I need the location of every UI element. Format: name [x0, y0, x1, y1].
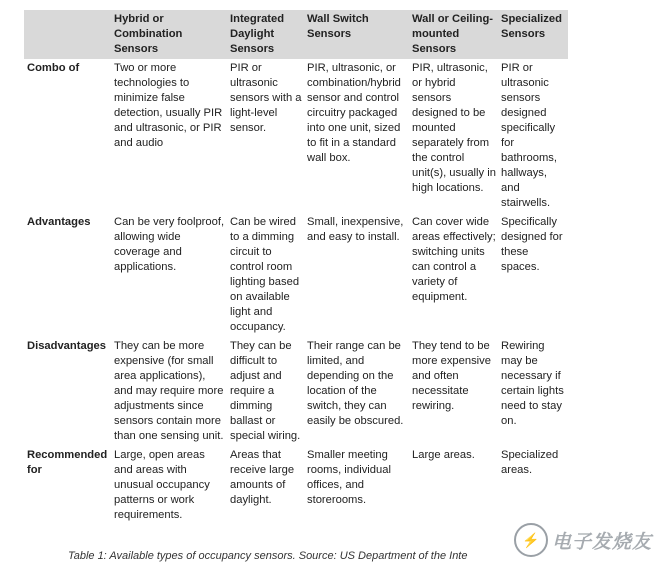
header-specialized: Specialized Sensors [498, 10, 568, 59]
table-cell: Smaller meeting rooms, individual offices, and storerooms. [307, 449, 391, 506]
table-cell: Areas that receive large amounts of daylight. [230, 449, 295, 506]
table-cell: PIR, ultrasonic, or hybrid sensors designed to be mounted separately from the control unit(s), usually in high locations. [412, 62, 496, 194]
table-cell: Rewiring may be necessary if certain lights need to stay on. [501, 340, 564, 427]
row-label: Disadvantages [27, 340, 106, 352]
header-wall-switch: Wall Switch Sensors [304, 10, 409, 59]
table-cell: They can be more expensive (for small area applications), and may require more adjustments since sensors contain more than one sensing unit. [114, 340, 224, 442]
table-cell: Two or more technologies to minimize false detection, usually PIR and ultrasonic, or PIR and audio [114, 62, 223, 149]
table-cell: Specifically designed for these spaces. [501, 216, 563, 273]
table-cell: PIR, ultrasonic, or combination/hybrid sensor and control circuitry packaged into one unit, sized to fit in a standard wall box. [307, 62, 401, 164]
table-row [24, 337, 568, 446]
table-header-row [24, 10, 568, 59]
table-cell: Their range can be limited, and depending on the location of the switch, they can easily be obscured. [307, 340, 404, 427]
row-label: Recommended for [27, 449, 108, 476]
watermark-text: 电子发烧友 [552, 531, 653, 553]
table-cell: They tend to be more expensive and often necessitate rewiring. [412, 340, 491, 412]
electronics-logo-icon: ⚡ [514, 523, 548, 557]
table-row [24, 59, 568, 213]
header-wall-ceiling: Wall or Ceiling-mounted Sensors [409, 10, 498, 59]
table-cell: Specialized areas. [501, 449, 559, 476]
header-daylight: Integrated Daylight Sensors [227, 10, 304, 59]
row-label: Combo of [27, 62, 80, 74]
table-row [24, 213, 568, 337]
table-cell: Can cover wide areas effectively; switching units can control a variety of equipment. [412, 216, 496, 303]
table-cell: Large, open areas and areas with unusual occupancy patterns or work requirements. [114, 449, 210, 521]
watermark [514, 520, 654, 560]
row-label: Advantages [27, 216, 91, 228]
table-cell: They can be difficult to adjust and require a dimming ballast or special wiring. [230, 340, 301, 442]
table-row [24, 446, 568, 525]
table-cell: Can be wired to a dimming circuit to control room lighting based on available light and occupancy. [230, 216, 300, 333]
table-caption: Table 1: Available types of occupancy sensors. Source: US Department of the Inte [68, 550, 468, 562]
occupancy-sensors-table [24, 10, 568, 525]
header-hybrid: Hybrid or Combination Sensors [111, 10, 227, 59]
table-cell: Small, inexpensive, and easy to install. [307, 216, 404, 243]
table-cell: PIR or ultrasonic sensors with a light-level sensor. [230, 62, 302, 134]
table-cell: Can be very foolproof, allowing wide coverage and applications. [114, 216, 225, 273]
header-corner [24, 10, 111, 59]
table-cell: Large areas. [412, 449, 475, 461]
table-cell: PIR or ultrasonic sensors designed specifically for bathrooms, hallways, and stairwells. [501, 62, 557, 209]
